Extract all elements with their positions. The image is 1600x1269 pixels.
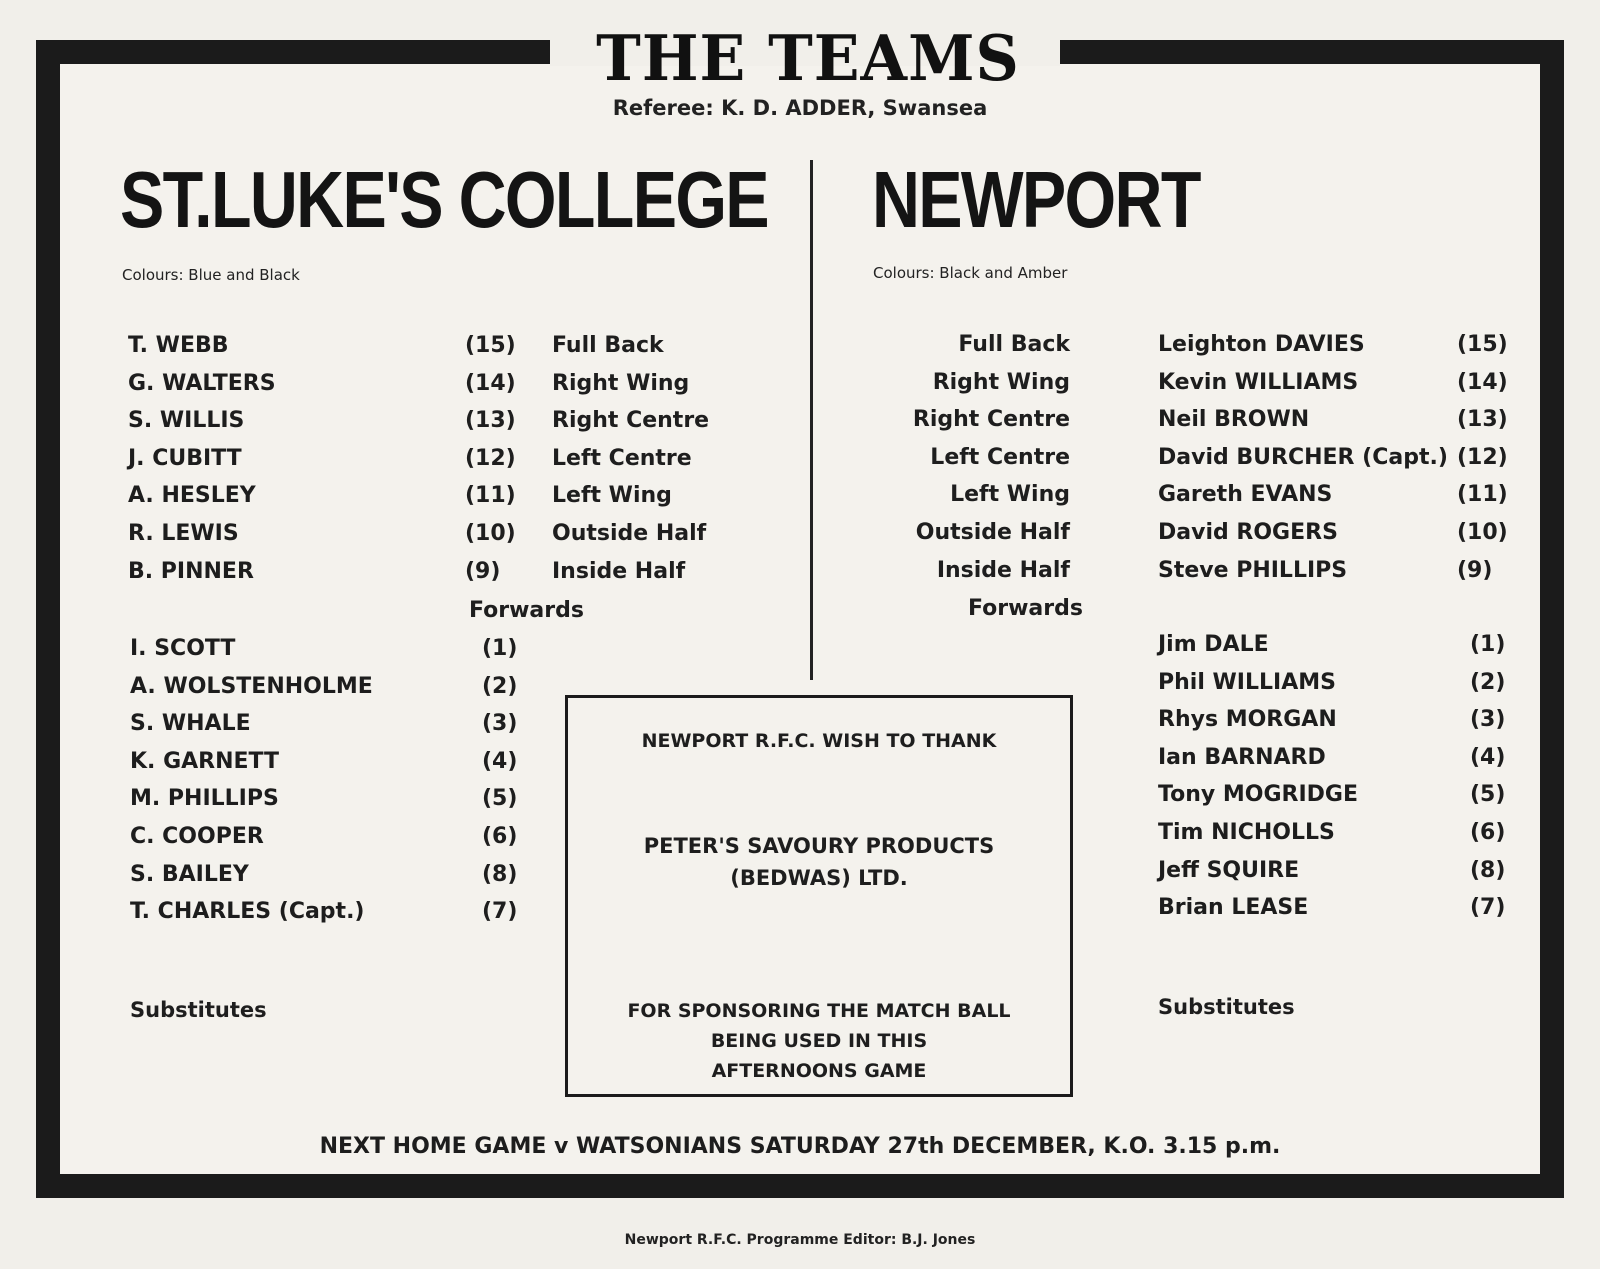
home-player-position: Outside Half: [552, 521, 707, 546]
away-forward-name: Phil WILLIAMS: [1158, 669, 1336, 695]
away-forward-number: (3): [1470, 707, 1506, 733]
away-player-position: Right Wing: [932, 369, 1070, 395]
home-player-position: Left Wing: [552, 483, 672, 509]
away-forward-name: Jeff SQUIRE: [1158, 857, 1300, 883]
away-player-number: (10): [1457, 520, 1508, 545]
away-forward-number: (5): [1470, 782, 1506, 808]
away-forward-name: Tony MOGRIDGE: [1158, 782, 1358, 808]
away-player-position: Right Centre: [912, 407, 1070, 433]
home-player-number: (14): [465, 370, 516, 396]
away-player-name: David ROGERS: [1158, 520, 1338, 545]
away-forward-number: (2): [1470, 669, 1506, 695]
home-forward-name: K. GARNETT: [130, 748, 280, 774]
sponsor-line2: BEING USED IN THIS: [710, 1030, 928, 1052]
home-forward-name: I. SCOTT: [130, 636, 236, 661]
away-player-number: (12): [1457, 444, 1508, 470]
sponsor-box: [565, 695, 1073, 1097]
sponsor-line1: FOR SPONSORING THE MATCH BALL: [627, 1000, 1011, 1022]
home-forward-number: (1): [482, 636, 518, 661]
home-player-number: (12): [465, 445, 516, 471]
home-forward-name: A. WOLSTENHOLME: [130, 673, 373, 699]
away-player-position: Left Wing: [950, 482, 1070, 508]
sponsor-thanks: NEWPORT R.F.C. WISH TO THANK: [641, 730, 997, 752]
away-forward-number: (7): [1470, 895, 1506, 921]
away-player-position: Full Back: [958, 332, 1070, 357]
home-player-number: (9): [465, 558, 501, 584]
home-colours: Colours: Blue and Black: [122, 266, 300, 284]
home-player-name: R. LEWIS: [128, 521, 239, 546]
home-forward-number: (3): [482, 711, 518, 737]
away-player-name: David BURCHER (Capt.): [1158, 444, 1448, 470]
home-player-number: (15): [465, 333, 516, 358]
away-player-name: Kevin WILLIAMS: [1158, 369, 1359, 395]
away-forward-name: Ian BARNARD: [1158, 744, 1326, 770]
sponsor-company: [568, 830, 1070, 894]
away-player-name: Leighton DAVIES: [1158, 332, 1365, 357]
away-player-number: (14): [1457, 369, 1508, 395]
home-forward-name: C. COOPER: [130, 824, 264, 849]
home-forward-name: T. CHARLES (Capt.): [130, 899, 365, 925]
referee-line: Referee: K. D. ADDER, Swansea: [612, 96, 988, 120]
away-player-position: Inside Half: [936, 557, 1070, 583]
away-player-number: (15): [1457, 332, 1508, 357]
home-player-number: (13): [465, 408, 516, 434]
home-player-position: Right Centre: [552, 408, 710, 434]
home-player-position: Full Back: [552, 333, 664, 358]
page-title: THE TEAMS: [596, 22, 1020, 96]
away-forward-name: Brian LEASE: [1158, 895, 1309, 921]
away-player-name: Gareth EVANS: [1158, 482, 1333, 508]
home-forward-number: (4): [482, 748, 518, 774]
away-forward-name: Jim DALE: [1158, 632, 1269, 657]
home-player-number: (10): [465, 521, 516, 546]
home-player-name: B. PINNER: [128, 558, 254, 584]
away-substitutes-label: Substitutes: [1158, 995, 1295, 1019]
home-forward-name: M. PHILLIPS: [130, 786, 279, 812]
away-player-name: Neil BROWN: [1158, 407, 1310, 433]
home-player-position: Inside Half: [552, 558, 686, 584]
home-forwards-label: Forwards: [469, 598, 584, 623]
sponsor-company-line2: (BEDWAS) LTD.: [730, 866, 908, 890]
home-forward-number: (5): [482, 786, 518, 812]
home-player-name: G. WALTERS: [128, 370, 276, 396]
away-colours: Colours: Black and Amber: [873, 264, 1068, 282]
home-forward-number: (6): [482, 824, 518, 849]
home-team-name: ST.LUKE'S COLLEGE: [120, 155, 768, 244]
away-player-number: (11): [1457, 482, 1508, 508]
home-forward-name: S. BAILEY: [130, 861, 249, 887]
home-forward-number: (2): [482, 673, 518, 699]
home-forward-number: (8): [482, 861, 518, 887]
sponsor-message: [568, 996, 1070, 1086]
programme-editor: Newport R.F.C. Programme Editor: B.J. Jones: [624, 1232, 976, 1248]
away-forward-number: (6): [1470, 820, 1506, 845]
home-player-name: T. WEBB: [128, 333, 229, 358]
home-substitutes-label: Substitutes: [130, 998, 267, 1022]
away-forward-number: (1): [1470, 632, 1506, 657]
away-player-number: (9): [1457, 557, 1493, 583]
home-forward-name: S. WHALE: [130, 711, 251, 737]
sponsor-line3: AFTERNOONS GAME: [711, 1060, 927, 1082]
home-player-name: S. WILLIS: [128, 408, 245, 434]
away-player-position: Outside Half: [915, 520, 1070, 545]
home-player-number: (11): [465, 483, 516, 509]
away-forward-name: Tim NICHOLLS: [1158, 820, 1335, 845]
away-forward-number: (8): [1470, 857, 1506, 883]
away-forward-name: Rhys MORGAN: [1158, 707, 1337, 733]
sponsor-company-line1: PETER'S SAVOURY PRODUCTS: [643, 834, 995, 858]
away-team-name: NEWPORT: [872, 155, 1200, 244]
home-player-position: Left Centre: [552, 445, 692, 471]
next-home-game: NEXT HOME GAME v WATSONIANS SATURDAY 27th DECEMBER, K.O. 3.15 p.m.: [319, 1134, 1281, 1159]
away-player-name: Steve PHILLIPS: [1158, 557, 1348, 583]
home-player-name: A. HESLEY: [128, 483, 256, 509]
home-forward-number: (7): [482, 899, 518, 925]
away-forwards-label: Forwards: [968, 596, 1083, 621]
home-player-position: Right Wing: [552, 370, 690, 396]
away-player-position: Left Centre: [930, 444, 1070, 470]
away-forward-number: (4): [1470, 744, 1506, 770]
away-player-number: (13): [1457, 407, 1508, 433]
home-player-name: J. CUBITT: [128, 445, 242, 471]
